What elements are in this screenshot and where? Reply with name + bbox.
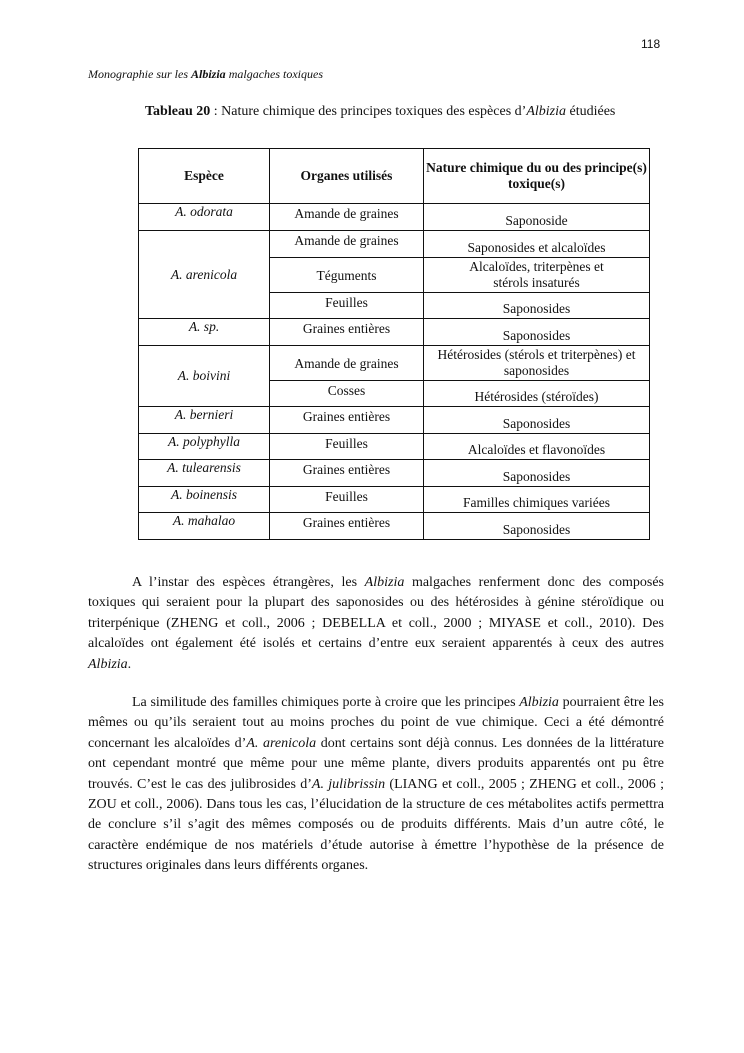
running-head-genus: Albizia <box>191 67 226 81</box>
nature-cell: Saponosides et alcaloïdes <box>424 231 650 258</box>
organ-cell: Téguments <box>270 258 424 293</box>
running-head-text-end: malgaches toxiques <box>225 67 323 81</box>
table-row <box>139 231 650 258</box>
table-row <box>139 487 650 513</box>
organ-cell: Cosses <box>270 381 424 407</box>
table-header-row <box>139 149 650 204</box>
nature-cell: Familles chimiques variées <box>424 487 650 513</box>
table-row <box>139 460 650 487</box>
caption-text-end: étudiées <box>565 104 616 119</box>
text: A l’instar des espèces étrangères, les <box>132 575 365 590</box>
table-caption <box>145 104 615 120</box>
nature-cell: Alcaloïdes et flavonoïdes <box>424 434 650 460</box>
organ-cell: Feuilles <box>270 487 424 513</box>
table-row <box>139 204 650 231</box>
nature-cell: Hétérosides (stéroïdes) <box>424 381 650 407</box>
species-name: A. julibrissin <box>311 776 386 792</box>
species-cell: A. sp. <box>139 319 270 346</box>
table-row <box>139 319 650 346</box>
organ-cell: Graines entières <box>270 460 424 487</box>
nature-cell: Saponosides <box>424 460 650 487</box>
header-organs: Organes utilisés <box>270 149 424 204</box>
species-cell: A. polyphylla <box>139 434 270 460</box>
organ-cell: Graines entières <box>270 407 424 434</box>
organ-cell: Graines entières <box>270 513 424 540</box>
running-header <box>88 67 323 82</box>
organ-cell: Amande de graines <box>270 346 424 381</box>
caption-text: : Nature chimique des principes toxiques des espèces d’ <box>210 104 527 119</box>
nature-cell: Hétérosides (stérols et triterpènes) et saponosides <box>424 346 650 381</box>
nature-cell: Saponoside <box>424 204 650 231</box>
species-cell: A. bernieri <box>139 407 270 434</box>
genus-name: Albizia <box>519 695 559 710</box>
species-cell: A. tulearensis <box>139 460 270 487</box>
table-row <box>139 346 650 381</box>
caption-genus: Albizia <box>526 104 566 119</box>
organ-cell: Amande de graines <box>270 204 424 231</box>
species-cell: A. odorata <box>139 204 270 231</box>
text: dont certains sont déjà connus. Les données de la littérature ont cependant montré que même pour une même plante, divers produits apparentés ont pu être trouvés. C’est le cas des julibrosides d’ <box>88 735 665 792</box>
species-name: A. arenicola <box>246 735 317 751</box>
text: malgaches renferment donc des composés toxiques qui seraient pour la plupart des saponosides ou des hétérosides à génine stéroïdique ou triterpénique (ZHENG et coll., 2006 ; DEBELLA et coll., 2000 ; MIYASE et coll., 2010). Des alcaloïdes ont également été isolés et certains d’entre eux seraient apparentés à ceux des autres <box>88 575 664 652</box>
species-cell: A. mahalao <box>139 513 270 540</box>
page-number: 118 <box>641 37 661 51</box>
text: La similitude des familles chimiques porte à croire que les principes <box>132 695 520 710</box>
organ-cell: Graines entières <box>270 319 424 346</box>
nature-cell: Saponosides <box>424 293 650 319</box>
species-cell: A. boinensis <box>139 487 270 513</box>
organ-cell: Amande de graines <box>270 231 424 258</box>
genus-name: Albizia <box>364 575 405 590</box>
text: . <box>127 656 132 672</box>
table-row <box>139 434 650 460</box>
toxic-principles-table <box>138 148 650 540</box>
body-paragraph-1 <box>88 573 664 675</box>
table-row <box>139 407 650 434</box>
species-cell: A. boivini <box>139 346 270 407</box>
header-species: Espèce <box>139 149 270 204</box>
caption-label: Tableau 20 <box>145 104 211 119</box>
nature-cell: Saponosides <box>424 319 650 346</box>
organ-cell: Feuilles <box>270 434 424 460</box>
header-nature: Nature chimique du ou des principe(s) toxique(s) <box>424 149 650 204</box>
nature-cell: Saponosides <box>424 407 650 434</box>
species-cell: A. arenicola <box>139 231 270 319</box>
nature-cell: Alcaloïdes, triterpènes et stérols insaturés <box>424 258 650 293</box>
text: pourraient être les mêmes ou qu’ils seraient tout au moins proches du point de vue chimique. Ceci a été démontré concernant les alcaloïdes d’ <box>88 695 665 751</box>
table-row <box>139 513 650 540</box>
body-paragraph-2 <box>88 693 664 877</box>
text: (LIANG et coll., 2005 ; ZHENG et coll., 2006 ; ZOU et coll., 2006). Dans tous les cas, l’élucidation de la structure de ces métabolites actifs permettra de conclure s’il s’agit des mêmes composés ou de produits différents. Mais d’un autre côté, le caractère endémique de nos matériels d’étude autorise à émettre l’hypothèse de la présence de structures originales dans leurs différents organes. <box>88 776 664 874</box>
running-head-text: Monographie sur les <box>88 67 191 81</box>
genus-name: Albizia <box>88 656 128 672</box>
nature-cell: Saponosides <box>424 513 650 540</box>
organ-cell: Feuilles <box>270 293 424 319</box>
